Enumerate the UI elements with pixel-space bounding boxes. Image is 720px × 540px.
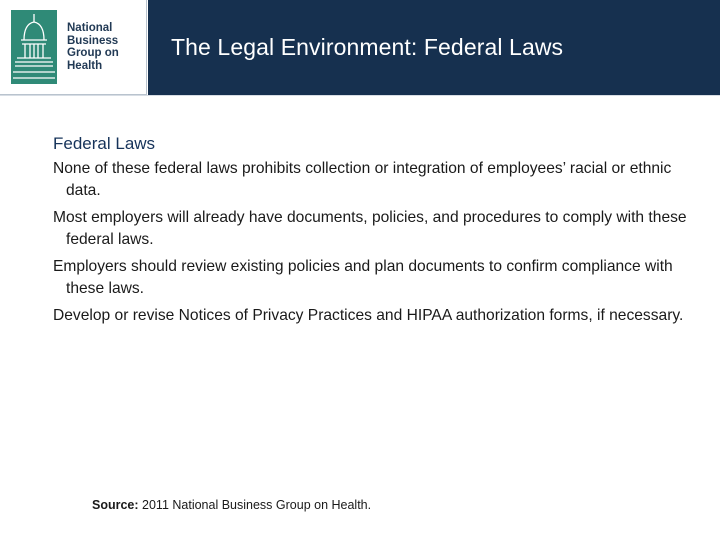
logo-line: Business: [67, 34, 119, 47]
section-heading: Federal Laws: [53, 134, 156, 153]
logo-line: National: [67, 22, 113, 34]
logo-line: Group on: [67, 47, 119, 60]
header-bar: [148, 0, 720, 95]
header-divider: [0, 95, 720, 96]
bullet-item: None of these federal laws prohibits collection or integration of employees’ racial or ethnic data.: [53, 160, 672, 199]
source-text: 2011 National Business Group on Health.: [138, 498, 372, 512]
logo-wordmark: [67, 22, 119, 72]
bullet-item: Most employers will already have documents, policies, and procedures to comply with these federal laws.: [53, 209, 687, 248]
capitol-dome-icon: [11, 10, 57, 84]
source-citation: [92, 498, 371, 512]
logo: [0, 0, 147, 95]
bullet-item: Develop or revise Notices of Privacy Practices and HIPAA authorization forms, if necessary.: [53, 307, 684, 324]
slide-title: The Legal Environment: Federal Laws: [171, 34, 564, 60]
bullet-item: Employers should review existing policies and plan documents to confirm compliance with these laws.: [53, 258, 673, 297]
slide-body: [53, 134, 693, 332]
source-label: Source:: [92, 498, 139, 512]
logo-line: Health: [67, 59, 103, 72]
